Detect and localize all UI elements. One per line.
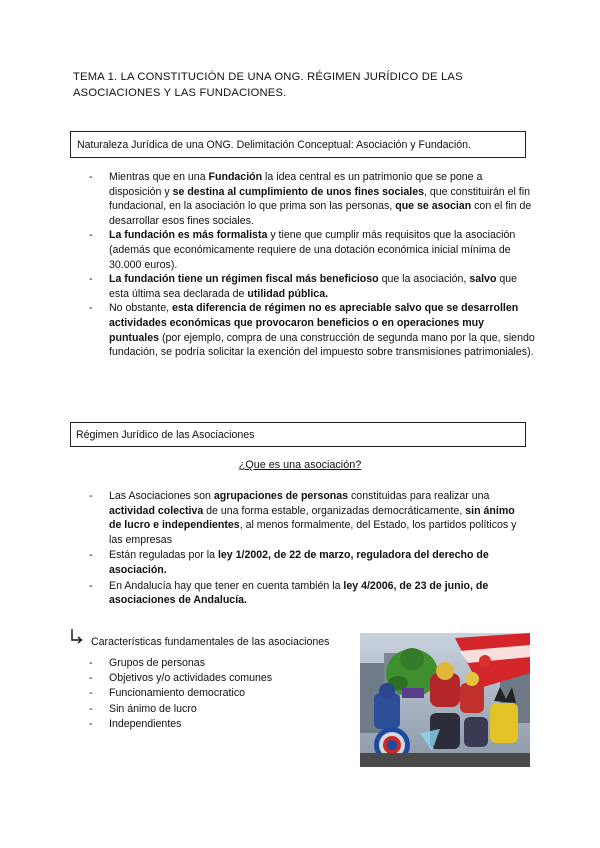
superheroes-illustration xyxy=(360,633,530,767)
bold-text-run: que se asocian xyxy=(395,200,472,213)
bold-text-run: actividad colectiva xyxy=(109,504,204,517)
list-item-text: Objetivos y/o actividades comunes xyxy=(109,672,273,685)
bold-text-run: ley 4/2006, de 23 de junio, de asociaciones de Andalucía. xyxy=(109,579,489,607)
text-run: Las Asociaciones son xyxy=(109,490,214,502)
question-heading xyxy=(0,459,600,471)
bold-text-run: sin ánimo de lucro e independientes xyxy=(109,504,515,532)
section-heading-regimen: Régimen Jurídico de las Asociaciones xyxy=(76,428,255,441)
list-item-text: Funcionamiento democratico xyxy=(109,687,246,700)
text-run: , que constituirán el fin fundacional, en la asociación lo que prima son las personas, xyxy=(109,185,530,213)
list-item-text: Sin ánimo de lucro xyxy=(109,702,197,715)
bullet-dash: - xyxy=(89,273,93,286)
list-item-text xyxy=(109,490,516,546)
text-run: que esta última sea declarada de xyxy=(109,273,518,300)
list-item-text xyxy=(109,171,531,227)
list-item-text: Grupos de personas xyxy=(109,657,205,669)
text-run: , al menos formalmente, del Estado, los partidos políticos y las empresas xyxy=(109,519,517,546)
list-item-text xyxy=(109,229,515,270)
list-item xyxy=(89,548,519,577)
text-run: (por ejemplo, compra de una construcción de segunda mano por la que, siendo fundación, se podría solicitar la exención del impuesto sobre transmisiones patrimoniales). xyxy=(109,331,535,359)
list-item-text xyxy=(109,580,488,607)
bullet-dash: - xyxy=(89,702,93,715)
text-run: la idea central es un patrimonio que se pone a disposición y xyxy=(109,171,483,198)
bullet-dash: - xyxy=(89,302,93,315)
bold-text-run: agrupaciones de personas xyxy=(213,490,349,502)
text-run: con el fin de desarrollar esos fines sociales. xyxy=(109,200,532,227)
caracteristicas-heading: Características fundamentales de las asociaciones xyxy=(91,636,330,648)
text-run: constituidas para realizar una xyxy=(348,490,490,502)
bold-text-run: utilidad pública. xyxy=(247,287,329,300)
list-item-text xyxy=(109,549,489,576)
curved-arrow-icon xyxy=(70,628,84,644)
bullet-dash: - xyxy=(89,687,93,700)
list-item xyxy=(89,702,339,717)
bullet-dash: - xyxy=(89,672,93,685)
bullet-dash: - xyxy=(89,229,93,242)
text-run: Mientras que en una xyxy=(109,171,209,183)
list-item xyxy=(89,717,339,732)
list-item xyxy=(89,656,339,671)
bold-text-run: se destina al cumplimiento de unos fines sociales xyxy=(172,185,424,198)
bold-text-run: Fundación xyxy=(208,171,263,183)
section-heading-naturaleza: Naturaleza Jurídica de una ONG. Delimitación Conceptual: Asociación y Fundación. xyxy=(77,138,471,151)
list-item-text: Independientes xyxy=(109,717,182,730)
bold-text-run: ley 1/2002, de 22 de marzo, reguladora del derecho de asociación. xyxy=(109,549,489,576)
text-run: No obstante, xyxy=(109,302,173,315)
text-run: En Andalucía hay que tener en cuenta también la xyxy=(109,579,344,592)
bullet-dash: - xyxy=(89,171,93,183)
bullet-dash: - xyxy=(89,657,93,669)
bold-text-run: esta diferencia de régimen no es apreciable salvo que se desarrollen actividades económicas que provocaron beneficios o en operaciones muy puntuales xyxy=(109,302,519,344)
list-item xyxy=(89,489,519,547)
list-item xyxy=(89,686,339,701)
list-item-text xyxy=(109,302,535,358)
text-run: que la asociación, xyxy=(378,273,470,286)
asociaciones-bullet-list xyxy=(89,489,519,609)
bullet-dash: - xyxy=(89,717,93,730)
caracteristicas-list xyxy=(89,656,339,732)
document-title: TEMA 1. LA CONSTITUCIÓN DE UNA ONG. RÉGIMEN JURÍDICO DE LAS ASOCIACIONES Y LAS FUNDACIONES. xyxy=(73,71,463,99)
bold-text-run: La fundación es más formalista xyxy=(109,229,268,242)
section-heading-box-naturaleza xyxy=(70,131,526,158)
section-heading-box-regimen xyxy=(70,422,526,447)
text-run: Están reguladas por la xyxy=(109,549,218,562)
bold-text-run: La fundación tiene un régimen fiscal más beneficioso xyxy=(109,273,379,286)
bullet-dash: - xyxy=(89,549,93,562)
list-item xyxy=(89,671,339,686)
list-item xyxy=(89,579,519,608)
text-run: de una forma estable, organizadas democráticamente, xyxy=(203,504,466,517)
bullet-dash: - xyxy=(89,490,93,502)
list-item xyxy=(89,170,535,228)
list-item xyxy=(89,272,535,301)
bold-text-run: salvo xyxy=(469,273,497,286)
bullet-dash: - xyxy=(89,579,93,592)
list-item xyxy=(89,228,535,272)
list-item xyxy=(89,301,535,359)
question-text: ¿Que es una asociación? xyxy=(238,459,362,471)
text-run: y tiene que cumplir más requisitos que la asociación (además que económicamente requiere de una dotación económica inicial mínima de 30.000 euros). xyxy=(109,229,516,271)
naturaleza-bullet-list xyxy=(89,170,535,360)
list-item-text xyxy=(109,273,517,300)
